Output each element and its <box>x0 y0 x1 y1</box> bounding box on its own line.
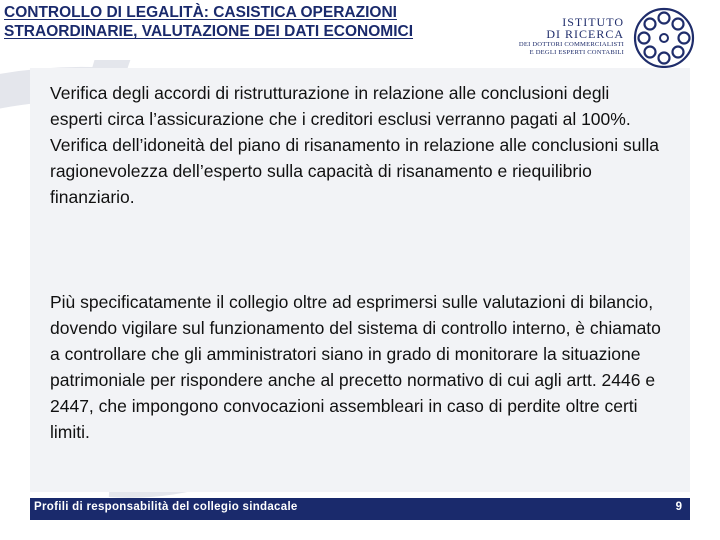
slide-title <box>4 3 544 41</box>
body-paragraph-1: Verifica degli accordi di ristrutturazione in relazione alle conclusioni degli esperti circa l’assicurazione che i creditori esclusi verranno pagati al 100%. Verifica dell’idoneità del piano di risanamento in relazione alle conclusioni sulla ragionevolezza dell’esperto sulla capacità di risanamento e riequilibrio finanziario. <box>50 83 659 207</box>
logo-line-dottori: DEI DOTTORI COMMERCIALISTI <box>518 41 624 48</box>
logo-line-di-ricerca: DI RICERCA <box>546 27 624 41</box>
page-number: 9 <box>675 501 682 513</box>
slide-title-line1: CONTROLLO DI LEGALITÀ: CASISTICA OPERAZIONI <box>4 4 397 21</box>
logo-line-esperti: E DEGLI ESPERTI CONTABILI <box>529 49 624 56</box>
logo-line-istituto: ISTITUTO <box>562 15 624 29</box>
slide-title-line2: STRAORDINARIE, VALUTAZIONE DEI DATI ECONOMICI <box>4 23 414 40</box>
body-paragraph-2: Più specificatamente il collegio oltre ad esprimersi sulle valutazioni di bilancio, dovendo vigilare sul funzionamento del sistema di controllo interno, è chiamato a controllare che gli amministratori siano in grado di monitorare la situazione patrimoniale per rispondere anche al precetto normativo di cui agli artt. 2446 e 2447, che impongono convocazioni assembleari in caso di perdite oltre certi limiti. <box>50 292 661 442</box>
institute-logo-text <box>496 16 624 57</box>
footer-text: Profili di responsabilità del collegio sindacale <box>34 501 298 513</box>
footer-bar <box>30 498 690 520</box>
